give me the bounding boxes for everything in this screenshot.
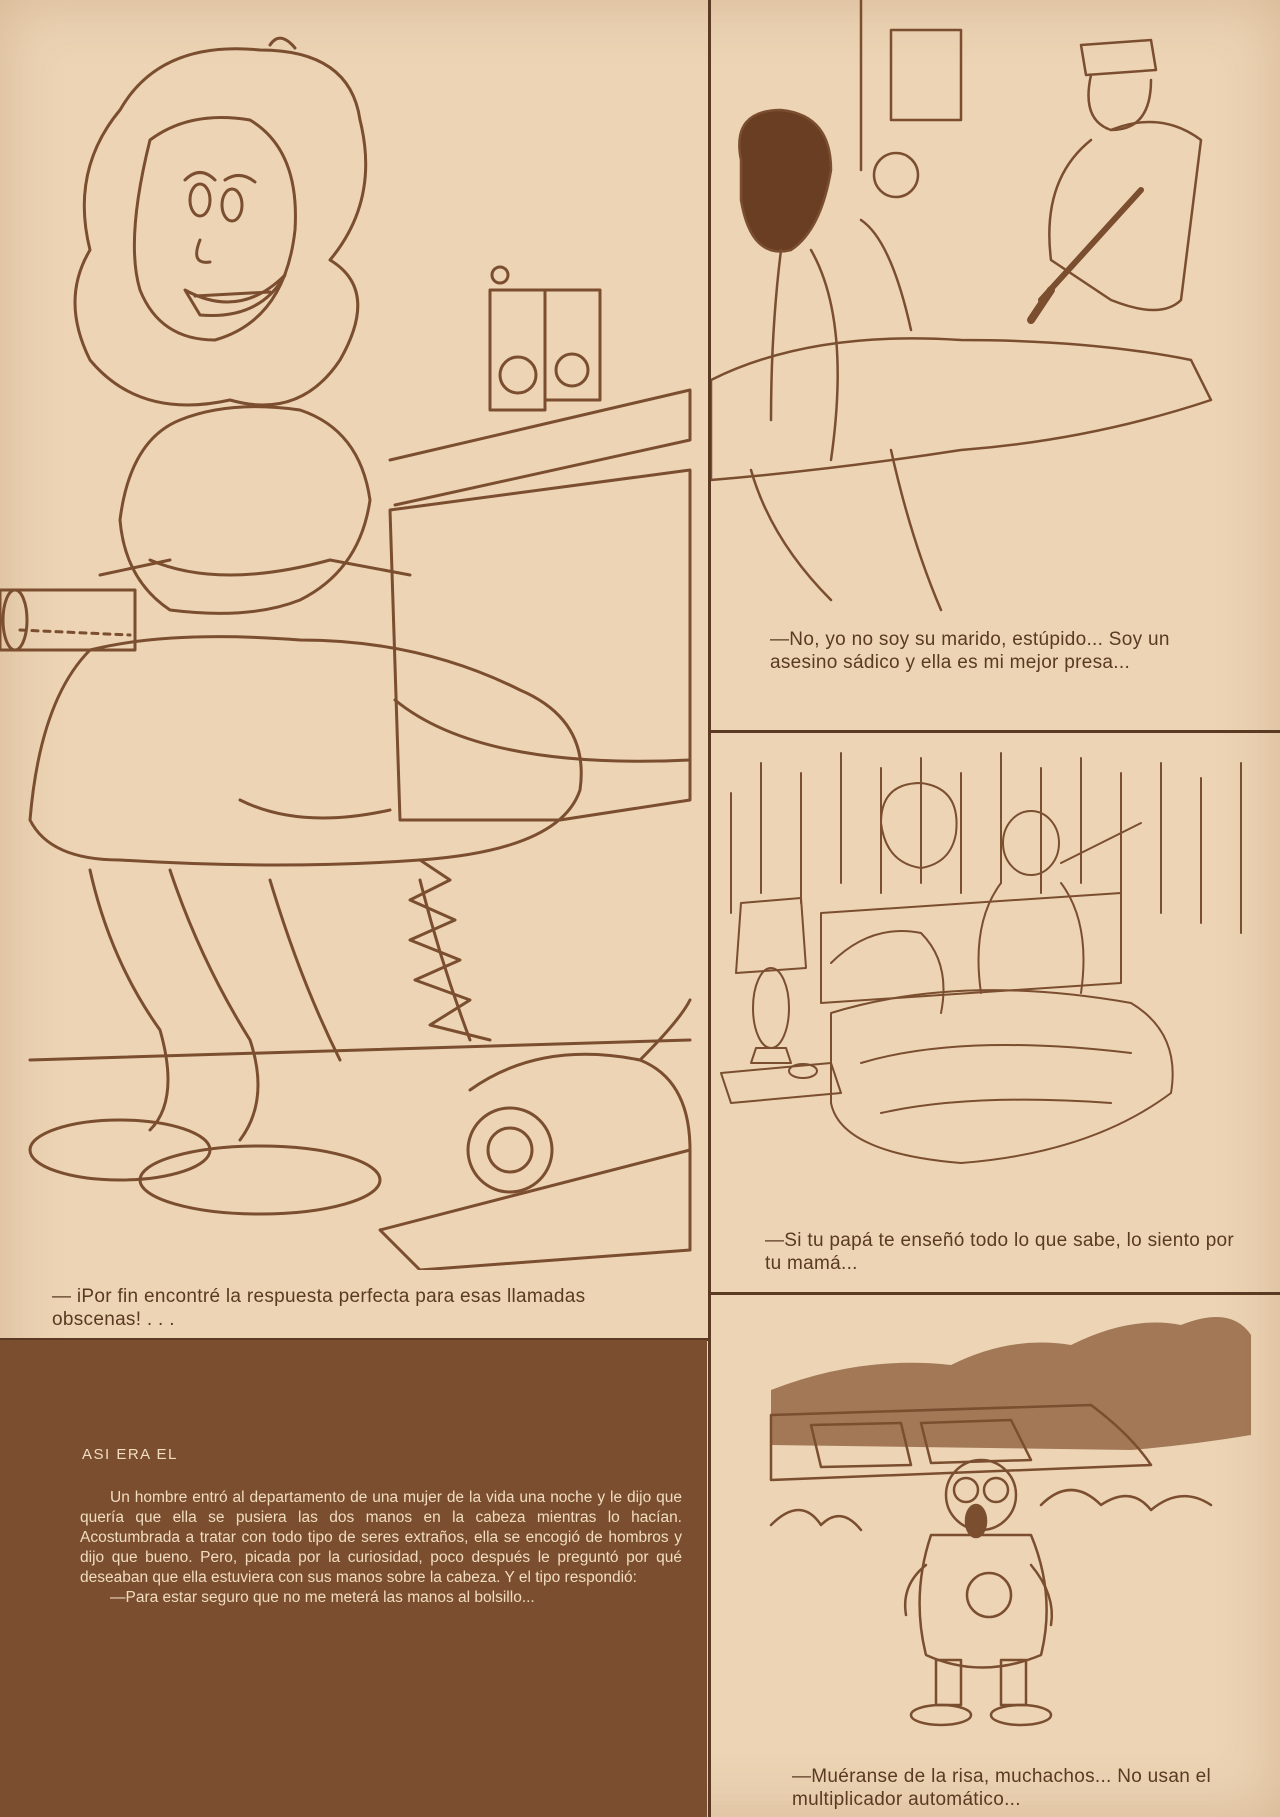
- story-quote: —Para estar seguro que no me meterá las manos al bolsillo...: [110, 1589, 535, 1606]
- panel-papa: [711, 733, 1280, 1292]
- panel-telephone: [0, 0, 708, 1338]
- couple-in-bed-illustration: [711, 733, 1280, 1203]
- robot-caption: —Muéranse de la risa, muchachos... No usan el multiplicador automático...: [792, 1766, 1212, 1810]
- telephone-caption: — iPor fin encontré la respuesta perfecta para esas llamadas obscenas! . . .: [52, 1286, 586, 1330]
- story-body: [80, 1488, 682, 1608]
- robot-car-illustration: [711, 1295, 1280, 1755]
- story-heading: ASI ERA EL: [82, 1446, 178, 1463]
- story-paragraph: Un hombre entró al departamento de una mujer de la vida una noche y le dijo que quería que ella se pusiera las dos manos en la cabeza mientras lo hacían. Acostumbrada a tratar con todo tipo de seres extraños, ella se encogió de hombros y dijo que bueno. Pero, picada por la curiosidad, poco después le preguntó por qué deseaban que ella estuviera con sus manos sobre la cabeza. Y el tipo respondió:: [80, 1489, 682, 1586]
- telephone-illustration: [0, 0, 708, 1270]
- panel-husband: [711, 0, 1280, 730]
- bedroom-gunman-illustration: [711, 0, 1280, 620]
- panel-robot: [711, 1295, 1280, 1817]
- story-box: [0, 1340, 707, 1817]
- papa-caption: —Si tu papá te enseñó todo lo que sabe, lo siento por tu mamá...: [765, 1230, 1235, 1274]
- husband-caption: —No, yo no soy su marido, estúpido... Soy un asesino sádico y ella es mi mejor presa...: [770, 629, 1170, 673]
